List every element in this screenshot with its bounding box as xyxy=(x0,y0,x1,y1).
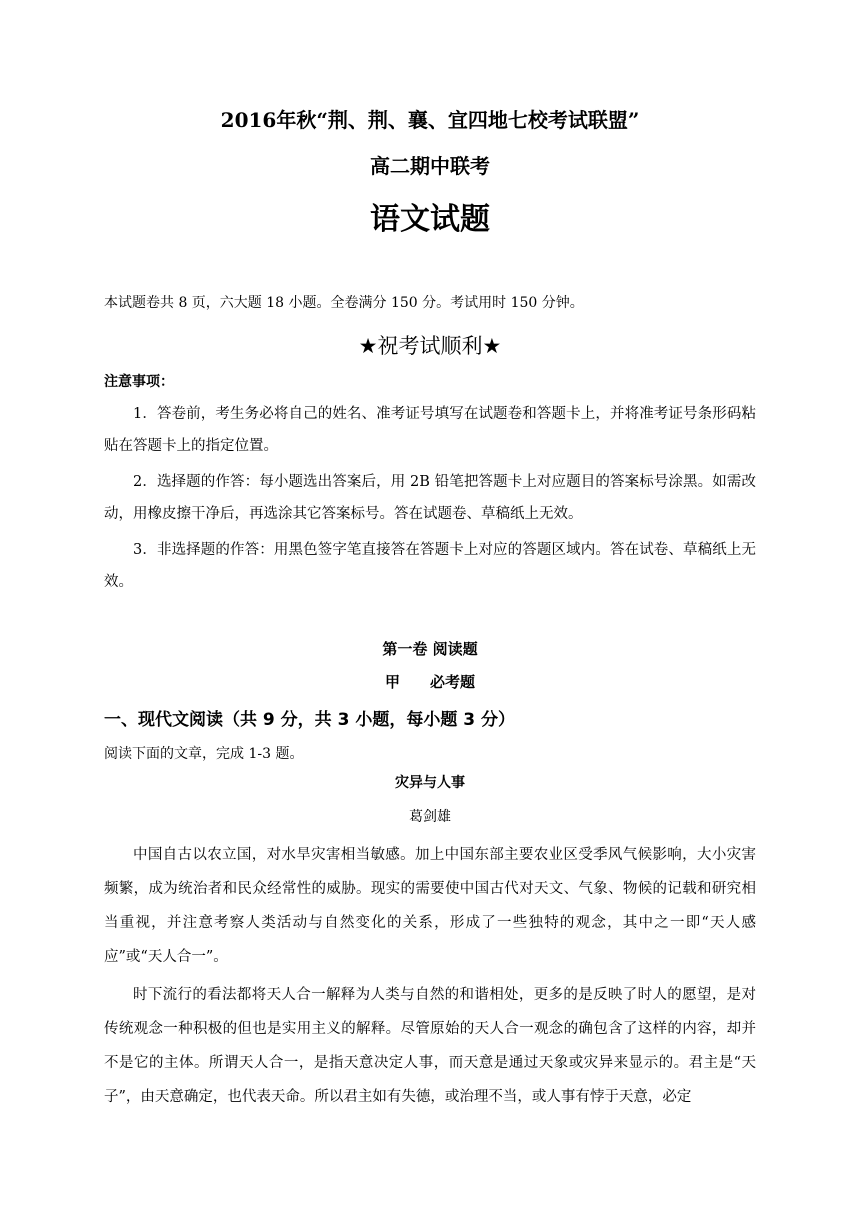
article-paragraph: 中国自古以农立国，对水旱灾害相当敏感。加上中国东部主要农业区受季风气候影响，大小灾害频繁，成为统治者和民众经常性的威胁。现实的需要使中国古代对天文、气象、物候的记载和研究相当重视，并注意考察人类活动与自然变化的关系，形成了一些独特的观念，其中之一即“天人感应”或“天人合一”。 xyxy=(104,847,756,965)
section-instruction: 阅读下面的文章，完成 1-3 题。 xyxy=(104,746,304,762)
part-title-a: 甲 xyxy=(384,673,400,691)
section-heading: 一、现代文阅读（共 9 分，共 3 小题，每小题 3 分） xyxy=(104,710,515,730)
notice-item: 1．答卷前，考生务必将自己的姓名、准考证号填写在试题卷和答题卡上，并将准考证号条形码粘贴在答题卡上的指定位置。 xyxy=(104,406,756,454)
article-paragraph: 时下流行的看法都将天人合一解释为人类与自然的和谐相处，更多的是反映了时人的愿望，是对传统观念一种积极的但也是实用主义的解释。尽管原始的天人合一观念的确包含了这样的内容，却并不是它的主体。所谓天人合一，是指天意决定人事，而天意是通过天象或灾异来显示的。君主是“天子”，由天意确定，也代表天命。所以君主如有失德，或治理不当，或人事有悖于天意，必定 xyxy=(104,987,756,1105)
volume-title: 第一卷 阅读题 xyxy=(382,640,478,658)
notice-item: 2．选择题的作答：每小题选出答案后，用 2B 铅笔把答题卡上对应题目的答案标号涂黑。如需改动，用橡皮擦干净后，再选涂其它答案标号。答在试题卷、草稿纸上无效。 xyxy=(104,474,756,522)
article-title: 灾异与人事 xyxy=(395,775,465,791)
notice-title: 注意事项： xyxy=(104,374,174,390)
article-author: 葛剑雄 xyxy=(409,809,451,825)
good-luck-banner: ★祝考试顺利★ xyxy=(358,334,502,358)
exam-subject-title: 语文试题 xyxy=(370,202,490,237)
exam-info: 本试题卷共 8 页，六大题 18 小题。全卷满分 150 分。考试用时 150 分钟。 xyxy=(104,295,584,311)
notice-item: 3．非选择题的作答：用黑色签字笔直接答在答题卡上对应的答题区域内。答在试卷、草稿纸上无效。 xyxy=(104,542,756,590)
exam-title-line1: 2016年秋“荆、荆、襄、宜四地七校考试联盟” xyxy=(220,108,640,132)
article-body xyxy=(104,838,756,1118)
notice-list xyxy=(104,398,756,602)
part-title-b: 必考题 xyxy=(430,673,476,691)
exam-title-line2: 高二期中联考 xyxy=(370,154,490,178)
part-title xyxy=(0,671,860,692)
